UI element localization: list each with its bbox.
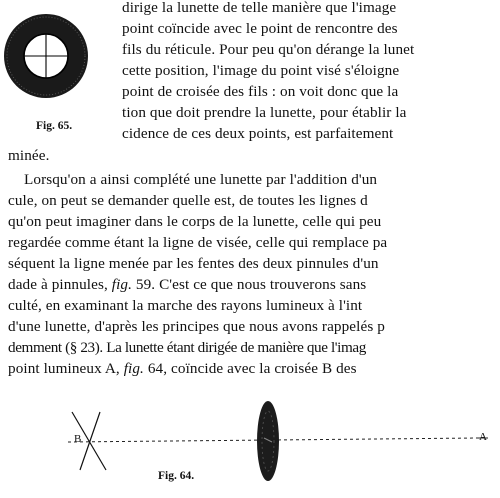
text-line: demment (§ 23). La lunette étant dirigée de manière que l'imag [8, 339, 366, 356]
text-line: séquent la ligne menée par les fentes des deux pinnules d'un [8, 255, 379, 272]
text-segment: 64, coïncide avec la croisée B des [143, 360, 357, 377]
point-a-label: A [479, 431, 487, 443]
reticle-ring-icon [4, 14, 88, 98]
text-line: minée. [8, 147, 50, 164]
figure-reference: fig. [111, 276, 132, 293]
text-line: point coïncide avec le point de rencontre des [122, 20, 398, 37]
text-line: cette position, l'image du point visé s'éloigne [122, 62, 400, 79]
text-line: culté, en examinant la marche des rayons lumineux à l'int [8, 297, 363, 314]
text-line: fils du réticule. Pour peu qu'on dérange la lunet [122, 41, 415, 58]
text-line: regardée comme étant la ligne de visée, celle qui remplace pa [8, 234, 388, 251]
text-line: d'une lunette, d'après les principes que nous avons rappelés p [8, 318, 385, 335]
text-segment: point lumineux A, [8, 360, 124, 377]
text-segment: 59. C'est ce que nous trouverons sans [132, 276, 367, 293]
text-line: cule, on peut se demander quelle est, de toutes les lignes d [8, 192, 368, 209]
figure-64-caption: Fig. 64. [158, 470, 195, 482]
figure-reference: fig. [123, 360, 144, 377]
reticle-line-1 [80, 412, 100, 470]
text-line: cidence de ces deux points, est parfaitement [122, 125, 394, 142]
objective-lens-icon [257, 401, 279, 481]
text-line [8, 359, 357, 379]
text-line: dirige la lunette de telle manière que l'image [122, 0, 397, 16]
figure-65-caption: Fig. 65. [36, 120, 73, 132]
text-line: tion que doit prendre la lunette, pour établir la [122, 104, 407, 121]
text-line: point de croisée des fils : on voit donc que la [122, 83, 399, 100]
text-segment: dade à pinnules, [8, 276, 112, 293]
text-line [8, 275, 366, 295]
text-line: Lorsqu'on a ainsi complété une lunette par l'addition d'un [24, 171, 378, 188]
point-b-label: B [74, 433, 82, 445]
figure-64-drawing [68, 401, 488, 481]
text-line: qu'on peut imaginer dans le corps de la lunette, celle qui peu [8, 213, 382, 230]
